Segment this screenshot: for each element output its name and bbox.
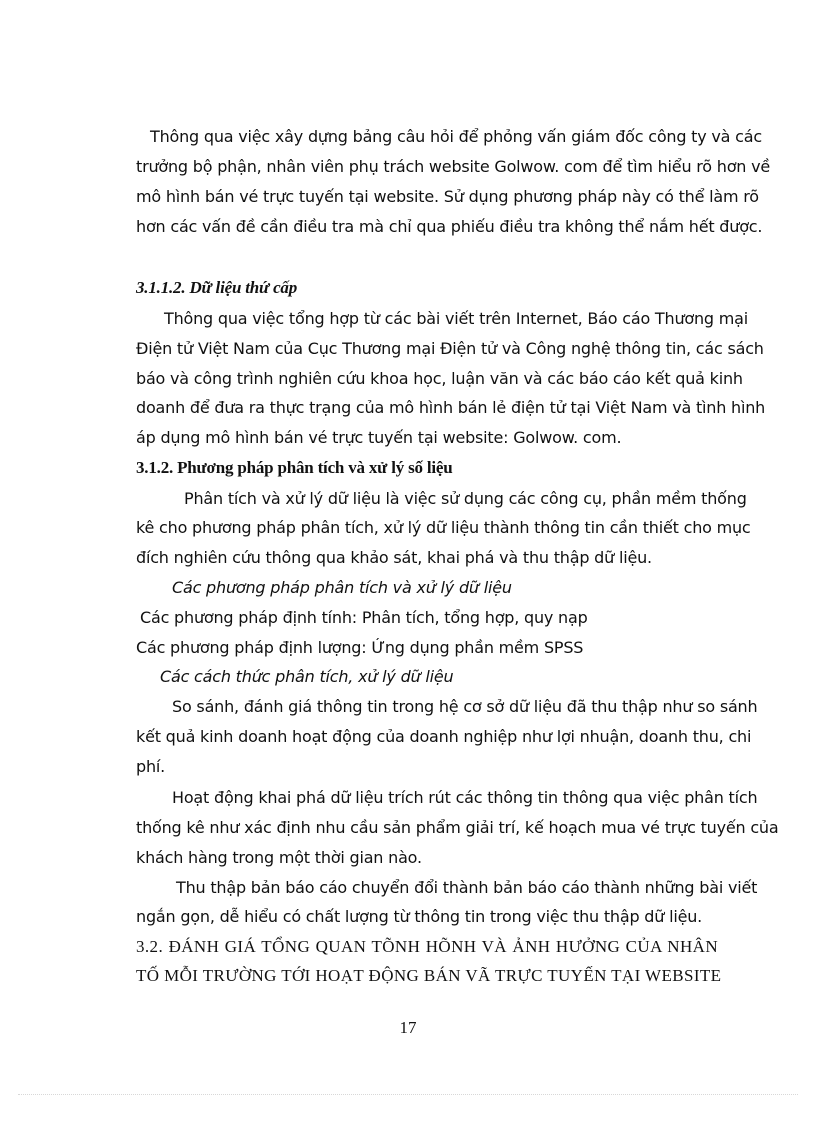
- paragraph-line: mô hình bán vé trực tuyến tại website. Sử dụng phương pháp này có thể làm rõ: [136, 187, 759, 206]
- method-item: Các phương pháp định lượng: Ứng dụng phần mềm SPSS: [136, 638, 584, 657]
- section-heading: 3.1.1.2. Dữ liệu thứ cấp: [136, 278, 298, 297]
- paragraph-line: kê cho phương pháp phân tích, xử lý dữ liệu thành thông tin cần thiết cho mục: [136, 518, 751, 537]
- subheading: Các phương pháp phân tích và xử lý dữ liệu: [172, 578, 512, 597]
- chapter-heading: 3.2. ĐÁNH GIÁ TỔNG QUAN TÕNH HÕNH VÀ ẢNH HƯỞNG CỦA NHÂN: [136, 937, 718, 956]
- paragraph-line: doanh để đưa ra thực trạng của mô hình bán lẻ điện tử tại Việt Nam và tình hình: [136, 398, 766, 417]
- section-heading: 3.1.2. Phương pháp phân tích và xử lý số liệu: [136, 458, 453, 477]
- paragraph-line: đích nghiên cứu thông qua khảo sát, khai phá và thu thập dữ liệu.: [136, 548, 652, 567]
- paragraph-line: So sánh, đánh giá thông tin trong hệ cơ sở dữ liệu đã thu thập như so sánh: [172, 697, 758, 716]
- paragraph-line: trưởng bộ phận, nhân viên phụ trách website Golwow. com để tìm hiểu rõ hơn về: [136, 157, 771, 176]
- paragraph-line: phí.: [136, 757, 166, 776]
- paragraph-line: áp dụng mô hình bán vé trực tuyến tại website: Golwow. com.: [136, 428, 622, 447]
- subheading: Các cách thức phân tích, xử lý dữ liệu: [160, 667, 454, 686]
- paragraph-line: Thông qua việc tổng hợp từ các bài viết trên Internet, Báo cáo Thương mại: [164, 309, 748, 328]
- paragraph-line: Phân tích và xử lý dữ liệu là việc sử dụng các công cụ, phần mềm thống: [184, 489, 747, 508]
- method-item: Các phương pháp định tính: Phân tích, tổng hợp, quy nạp: [140, 608, 588, 627]
- paragraph-line: kết quả kinh doanh hoạt động của doanh nghiệp như lợi nhuận, doanh thu, chi: [136, 727, 752, 746]
- page-number: 17: [399, 1018, 417, 1037]
- paragraph-line: Điện tử Việt Nam của Cục Thương mại Điện tử và Công nghệ thông tin, các sách: [136, 339, 764, 358]
- chapter-heading: TỐ MỖI TRƯỜNG TỚI HOẠT ĐỘNG BÁN VÃ TRỰC TUYẾN TẠI WEBSITE: [136, 966, 722, 985]
- paragraph-line: Thông qua việc xây dựng bảng câu hỏi để phỏng vấn giám đốc công ty và các: [150, 127, 762, 146]
- paragraph-line: khách hàng trong một thời gian nào.: [136, 848, 422, 867]
- paragraph-line: hơn các vấn đề cần điều tra mà chỉ qua phiếu điều tra không thể nắm hết được.: [136, 217, 763, 236]
- paragraph-line: ngắn gọn, dễ hiểu có chất lượng từ thông tin trong việc thu thập dữ liệu.: [136, 907, 703, 926]
- paragraph-line: báo và công trình nghiên cứu khoa học, luận văn và các báo cáo kết quả kinh: [136, 369, 743, 388]
- paragraph-line: Thu thập bản báo cáo chuyển đổi thành bản báo cáo thành những bài viết: [176, 878, 758, 897]
- paragraph-line: Hoạt động khai phá dữ liệu trích rút các thông tin thông qua việc phân tích: [172, 788, 758, 807]
- paragraph-line: thống kê như xác định nhu cầu sản phẩm giải trí, kế hoạch mua vé trực tuyến của: [136, 818, 779, 837]
- page-bottom-rule: [18, 1094, 798, 1095]
